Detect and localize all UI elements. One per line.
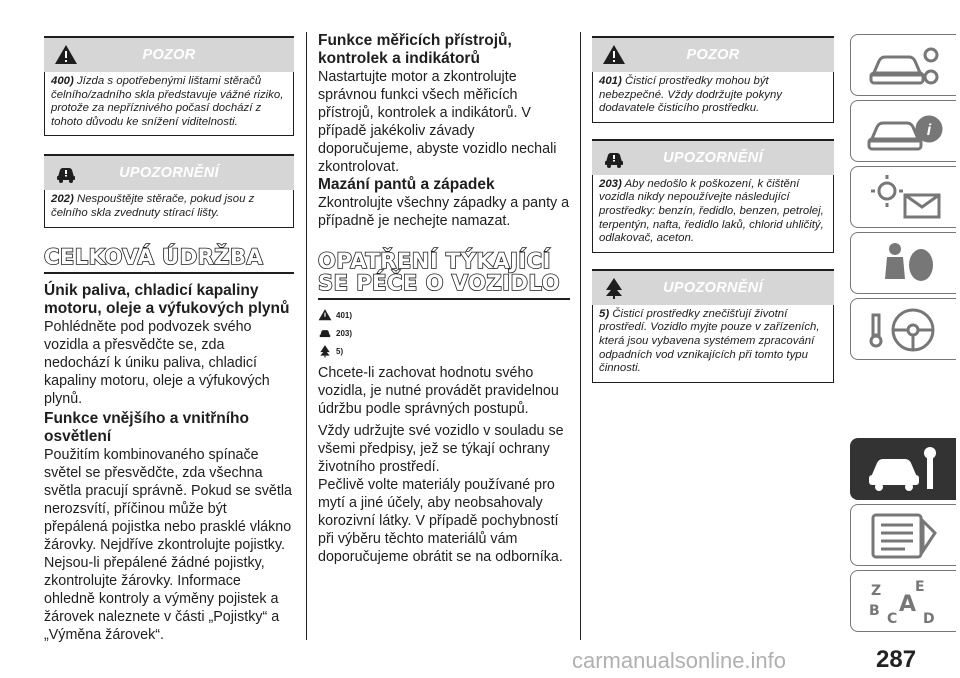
warning-body (592, 72, 834, 123)
safety-airbag-icon (865, 239, 945, 289)
paragraph-gauges: Nastartujte motor a zkontrolujte správnou funkci všech měřicích přístrojů, kontrolek a indikátorů. V případě jakékoliv závady doporučujeme, abyste vozidlo nechali zkontrolovat. (318, 69, 557, 175)
tab-technical-data[interactable] (850, 504, 956, 566)
notice-text: Aby nedošlo k poškození, k čištění vozidla nikdy nepoužívejte následující prostředky: benzín, ředidlo, benzen, petrolej, terpentýn, nafta, ředidlo laků, chlorid uhličitý, odlakovač, aceton. (599, 177, 824, 245)
warning-text: Čisticí prostředky mohou být nebezpečné. Vždy dodržujte pokyny dodavatele čisticího prostředku. (599, 75, 783, 115)
heading-leaks: Únik paliva, chladicí kapaliny motoru, oleje a výfukových plynů (44, 281, 290, 317)
notice-box-upozorneni (592, 139, 834, 253)
tab-starting-driving[interactable] (850, 298, 956, 360)
warning-text: Jízda s opotřebenými lištami stěračů čelního/zadního skla představuje vážné riziko, protože za nepříznivého počasí dochází z tohoto důvodu ke snížení viditelnosti. (51, 75, 284, 128)
warning-triangle-icon (54, 43, 78, 67)
svg-text:A: A (899, 592, 917, 617)
notice-ref-number: 202) (51, 193, 74, 206)
car-info-icon (865, 107, 945, 157)
environment-body (592, 305, 834, 383)
paragraph-leaks: Pohlédněte pod podvozek svého vozidla a přesvědčte se, zda nedochází k úniku paliva, chladicí kapaliny motoru, oleje a výfukových plynů. (44, 318, 270, 407)
reference-number: 401) (336, 310, 353, 320)
heading-lighting: Funkce vnějšího a vnitřního osvětlení (44, 409, 249, 445)
reference-list (318, 306, 570, 360)
column-divider (306, 32, 307, 640)
environment-tree-icon (602, 276, 626, 300)
section-title-general-maintenance: CELKOVÁ ÚDRŽBA (44, 246, 294, 274)
warning-ref-number: 401) (599, 75, 622, 87)
car-notice-icon (318, 326, 332, 340)
steering-start-icon (865, 305, 945, 355)
page-number: 287 (876, 646, 917, 673)
warning-lights-icon (865, 173, 945, 223)
technical-data-icon (865, 511, 945, 561)
section-title-line1: OPATŘENÍ TÝKAJÍCÍ (318, 249, 551, 273)
tab-car-overview[interactable] (850, 34, 956, 96)
environment-box-upozorneni (592, 269, 834, 383)
car-notice-icon (602, 146, 626, 170)
warning-box-pozor (592, 36, 834, 123)
notice-title: UPOZORNĚNÍ (119, 165, 219, 182)
column-middle (318, 0, 570, 566)
heading-hinges: Mazání pantů a západek (318, 176, 495, 193)
warning-body (44, 72, 294, 136)
warning-header (592, 38, 834, 72)
column-right (592, 0, 834, 383)
environment-ref-number: 5) (599, 307, 610, 320)
paragraph-lighting: Použitím kombinovaného spínače světel se přesvědčte, zda všechna světla pracují správně. Pokud se světla nerozsvítí, příčinou může být přepálená pojistka nebo prasklé vlákno žárovky. Nejdříve zkontrolujte pojistky. Nejsou-li přepálené žádné pojistky, zkontrolujte žárovky. Informace ohledně kontroly a výměny pojistek a žárovek naleznete v části „Pojistky“ a „Výměna žárovek“. (44, 446, 292, 643)
warning-triangle-icon (602, 43, 626, 67)
paragraph-care-1: Chcete-li zachovat hodnotu svého vozidla, je nutné provádět pravidelnou údržbu podle správných postupů. (318, 365, 559, 417)
notice-title: UPOZORNĚNÍ (663, 149, 763, 166)
warning-title: POZOR (142, 47, 196, 63)
warning-header (44, 38, 294, 72)
reference-item (318, 342, 570, 360)
reference-number: 203) (336, 328, 353, 338)
watermark: carmanualsonline.info (572, 648, 787, 673)
environment-header (592, 271, 834, 305)
tab-safety[interactable] (850, 232, 956, 294)
paragraph-care-3: Pečlivě volte materiály používané pro mytí a jiné účely, aby neobsahovaly korozivní látky. V případě pochybností při výběru těchto materiálů vám doporučujeme obrátit se na odborníka. (318, 477, 563, 565)
car-maintenance-icon (865, 445, 945, 495)
notice-body (44, 190, 294, 227)
column-left (44, 0, 294, 644)
car-notice-icon (54, 161, 78, 185)
svg-text:C: C (887, 611, 898, 627)
notice-text: Nespouštějte stěrače, pokud jsou z čelního skla zvednuty stírací lišty. (51, 193, 255, 219)
notice-ref-number: 203) (599, 177, 622, 190)
svg-text:B: B (869, 603, 880, 619)
reference-number: 5) (336, 346, 344, 356)
svg-text:Z: Z (871, 583, 882, 599)
warning-box-pozor (44, 36, 294, 136)
tab-maintenance[interactable] (850, 438, 956, 500)
index-az-icon (865, 577, 945, 627)
car-overview-icon (865, 41, 945, 91)
reference-item (318, 324, 570, 342)
column-divider (580, 32, 581, 640)
warning-ref-number: 400) (51, 75, 74, 87)
tab-car-info[interactable] (850, 100, 956, 162)
tab-index[interactable] (850, 570, 956, 632)
notice-body (592, 175, 834, 253)
section-title-line2: SE PÉČE O VOZIDLO (318, 271, 560, 295)
environment-title: UPOZORNĚNÍ (663, 279, 763, 296)
svg-text:E: E (915, 579, 925, 595)
heading-gauges: Funkce měřicích přístrojů, kontrolek a indikátorů (318, 32, 512, 67)
warning-title: POZOR (686, 47, 740, 63)
reference-item (318, 306, 570, 324)
notice-header (592, 141, 834, 175)
notice-header (44, 156, 294, 190)
environment-text: Čisticí prostředky znečišťují životní prostředí. Vozidlo myjte pouze v zařízeních, která jsou vybavena systémem zpracování odpadních vod vznikajících při tomto typu činnosti. (599, 307, 820, 375)
environment-tree-icon (318, 344, 332, 358)
tab-warning-lights[interactable] (850, 166, 956, 228)
svg-text:D: D (923, 611, 935, 627)
notice-box-upozorneni (44, 154, 294, 227)
section-title-vehicle-care (318, 250, 570, 300)
paragraph-care-2: Vždy udržujte své vozidlo v souladu se všemi předpisy, jež se týkají ochrany životního prostředí. (318, 423, 564, 475)
warning-triangle-icon (318, 308, 332, 322)
paragraph-hinges: Zkontrolujte všechny západky a panty a případně je nechejte namazat. (318, 195, 570, 229)
svg-text:i: i (926, 122, 932, 139)
